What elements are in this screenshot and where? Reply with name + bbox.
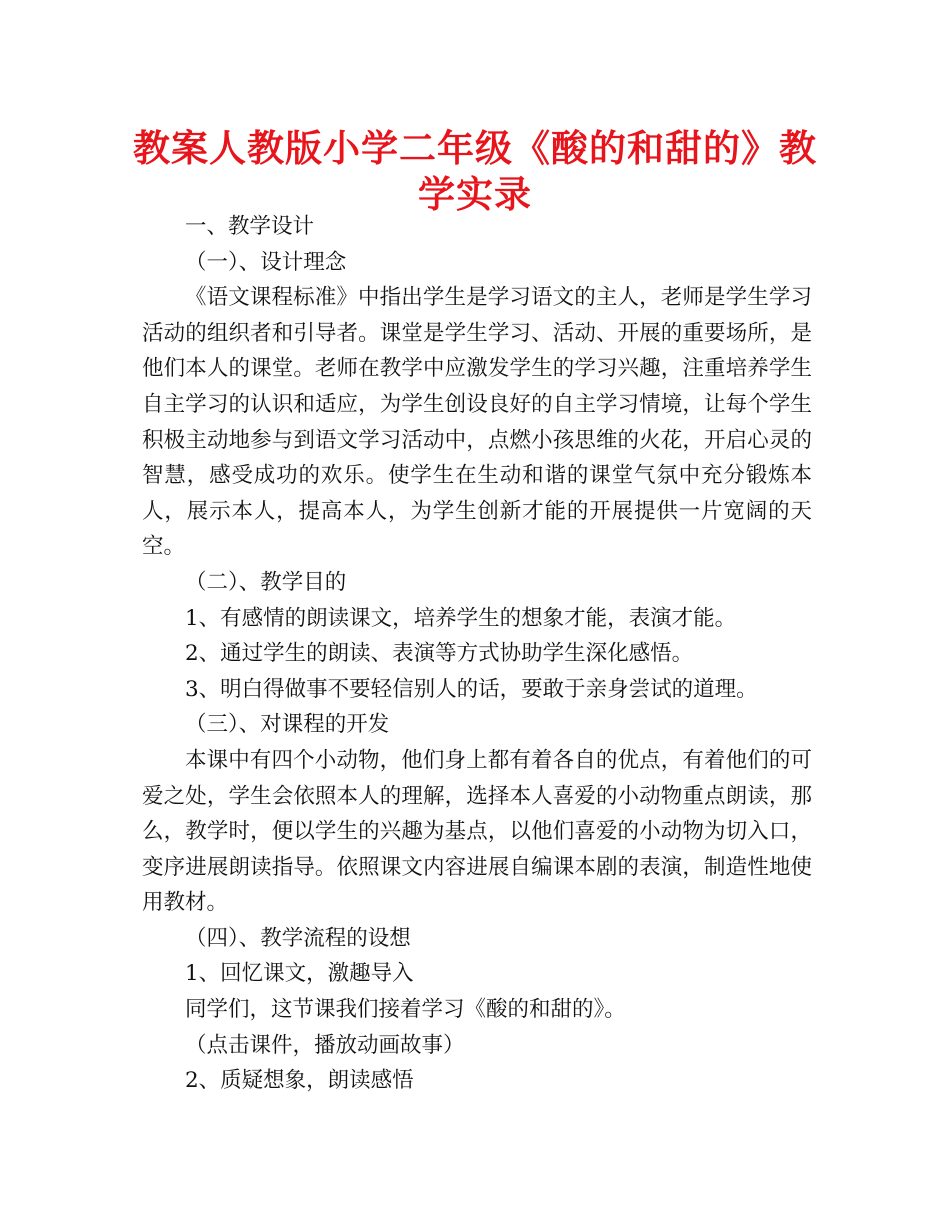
goal-item-2: 2、通过学生的朗读、表演等方式协助学生深化感悟。 (185, 641, 694, 667)
document-body (142, 209, 812, 1099)
subsection-heading-teaching-flow: （四）、教学流程的设想 (185, 925, 411, 951)
flow-step-1: 1、回忆课文，激趣导入 (185, 961, 414, 987)
subsection-heading-teaching-goals: （二）、教学目的 (185, 569, 347, 595)
subsection-heading-course-development: （三）、对课程的开发 (185, 712, 390, 738)
subsection-heading-design-concept: （一）、设计理念 (185, 249, 347, 275)
document-title-line-2: 学实录 (418, 173, 532, 216)
paragraph-course-development: 本课中有四个小动物，他们身上都有着各自的优点，有着他们的可爱之处，学生会依照本人的理解，选择本人喜爱的小动物重点朗读，那么，教学时，便以学生的兴趣为基点，以他们喜爱的小动物为切入口，变序进展朗读指导。依照课文内容进展自编课本剧的表演，制造性地使用教材。 (142, 747, 812, 916)
paragraph-design-concept: 《语文课程标准》中指出学生是学习语文的主人，老师是学生学习活动的组织者和引导者。课堂是学生学习、活动、开展的重要场所，是他们本人的课堂。老师在教学中应激发学生的学习兴趣，注重培养学生自主学习的认识和适应，为学生创设良好的自主学习情境，让每个学生积极主动地参与到语文学习活动中，点燃小孩思维的火花，开启心灵的智慧，感受成功的欢乐。使学生在生动和谐的课堂气氛中充分锻炼本人，展示本人，提高本人，为学生创新才能的开展提供一片宽阔的天空。 (142, 285, 812, 560)
section-heading-teaching-design: 一、教学设计 (185, 214, 315, 239)
flow-step-2: 2、质疑想象，朗读感悟 (185, 1068, 414, 1094)
flow-step-1-text: 同学们，这节课我们接着学习《酸的和甜的》。 (185, 997, 626, 1023)
goal-item-3: 3、明白得做事不要轻信别人的话，要敢于亲身尝试的道理。 (185, 676, 758, 702)
flow-step-1-note: （点击课件，播放动画故事） (185, 1032, 465, 1058)
document-title-line-1: 教案人教版小学二年级《酸的和甜的》教 (133, 127, 817, 170)
goal-item-1: 1、有感情的朗读课文，培养学生的想象才能，表演才能。 (185, 605, 737, 631)
